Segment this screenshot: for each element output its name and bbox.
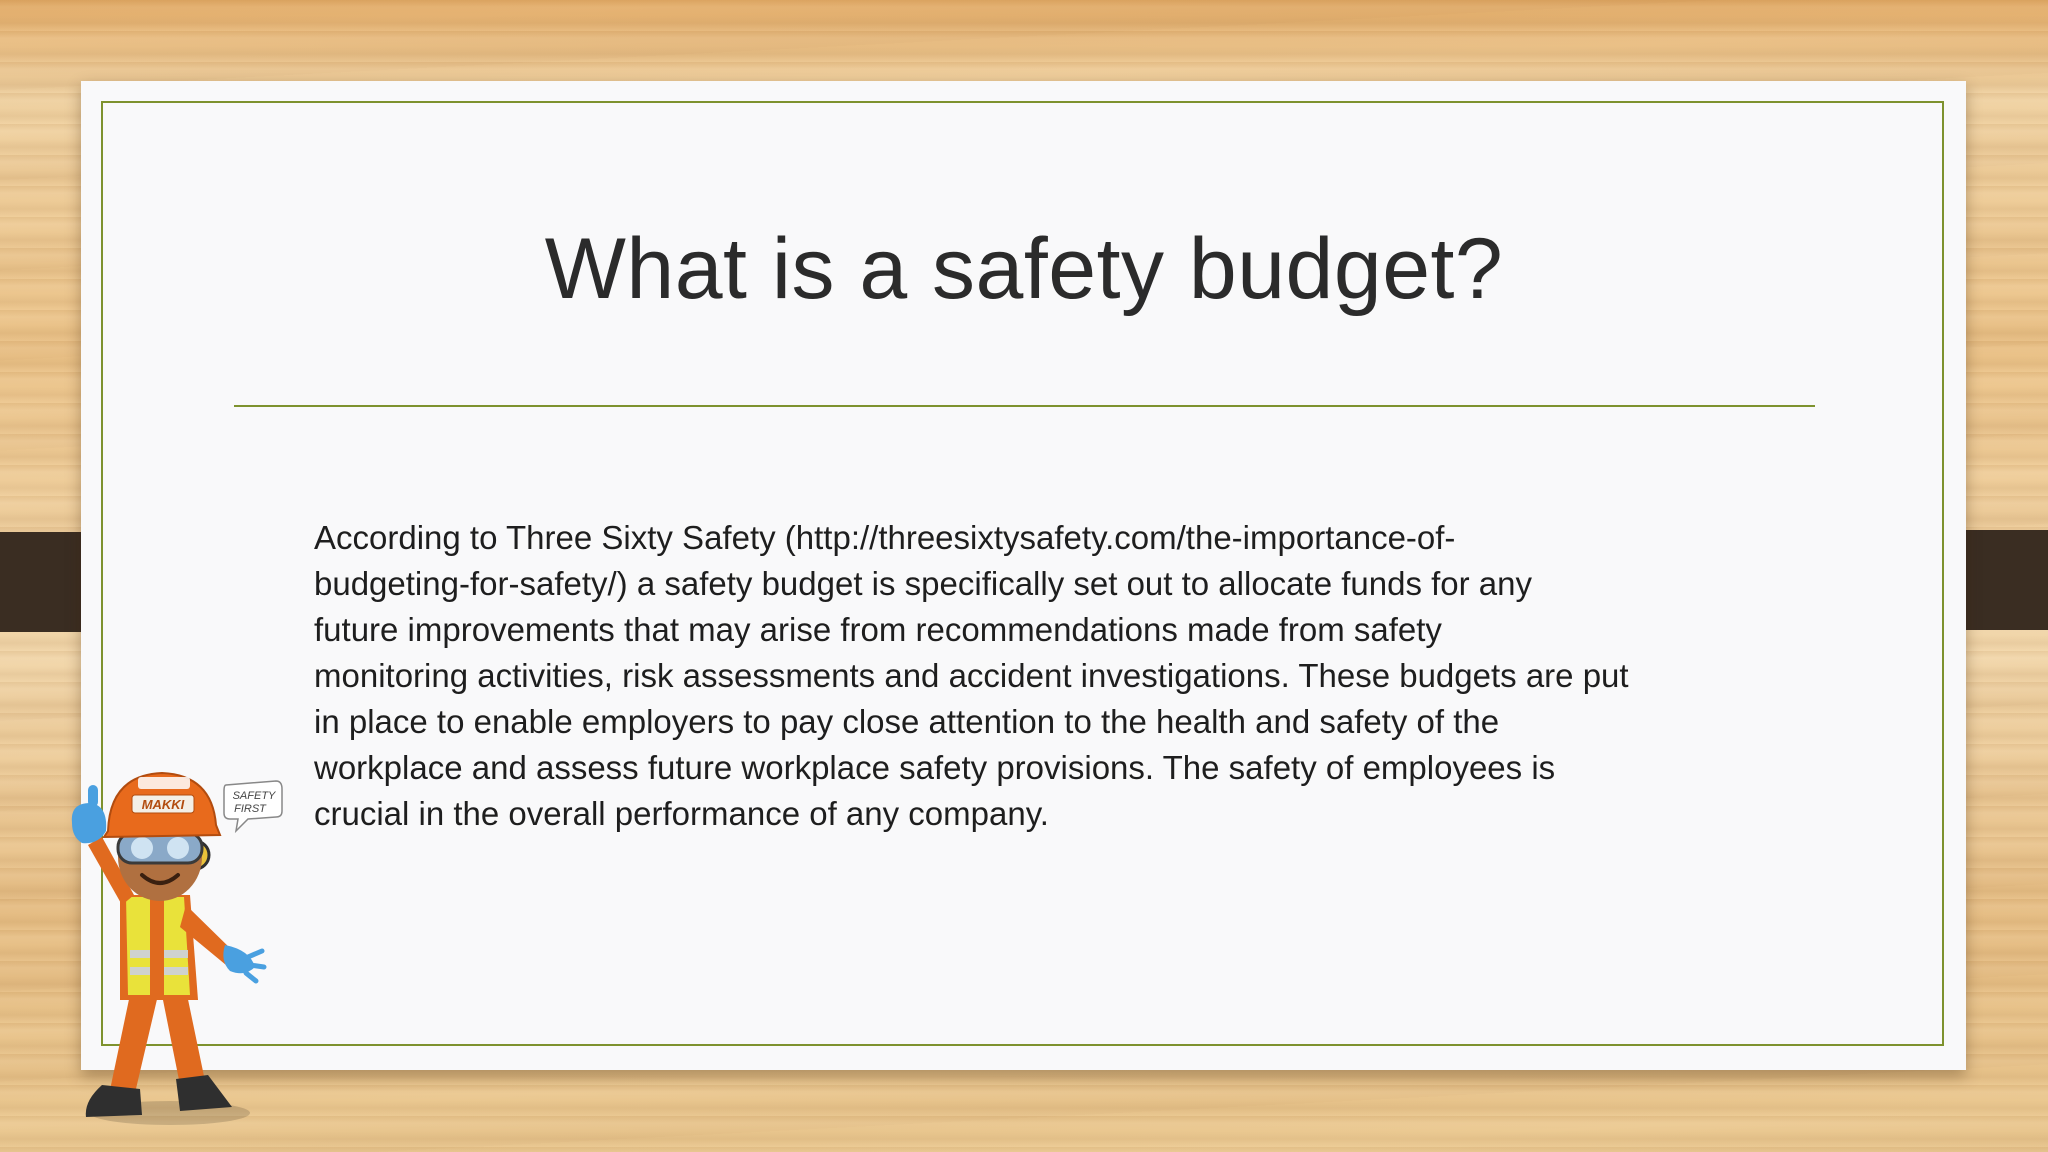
slide-title: What is a safety budget? [544,221,1504,317]
title-divider [234,405,1815,407]
slide-body-text: According to Three Sixty Safety (http://threesixtysafety.com/the-importance-of- budgeting-for-safety/) a safety budget is specifically set out to allocate funds for any future improvements that may arise from recommendations made from safety monitoring activities, risk assessments and accident investigations. These budgets are put in place to enable employers to pay close attention to the health and safety of the workplace and assess future workplace safety provisions. The safety of employees is crucial in the overall performance of any company. [314,519,1629,832]
helmet-label: MAKKI [141,797,185,812]
speech-bubble-line1: SAFETY [232,790,276,802]
speech-bubble-line2: FIRST [234,803,266,815]
safety-worker-mascot [50,745,290,1130]
